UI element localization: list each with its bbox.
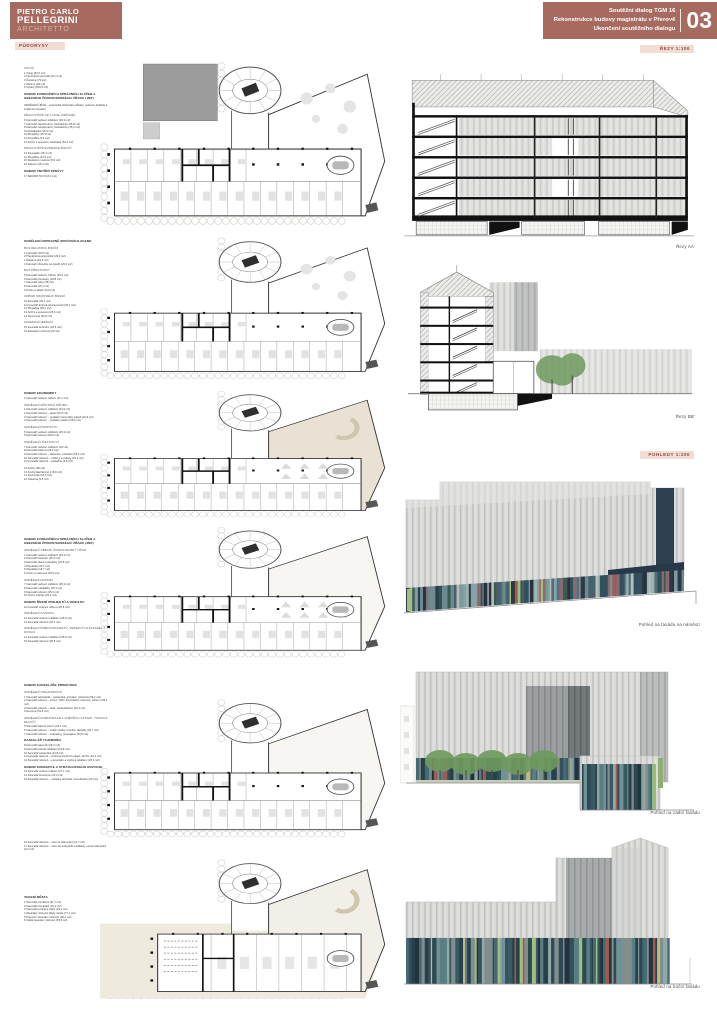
legend-line: 2 Kancelář referent – daně (29,3 m2)	[24, 412, 69, 415]
legend-line: 2 Přepážková pracoviště (29,3 m2)	[24, 255, 66, 259]
project-title-line2: Rekonstrukce budovy magistrátu v Přerově	[553, 16, 676, 23]
legend-group-title: ODBOR EVIDENČNÍCH SPRÁVNÍCH SLUŽEB A OBECNÍHO ŽIVNOSTENSKÉHO ÚŘADU (3NP)	[24, 537, 96, 545]
legend-group-title: ODDĚLENÍ MÍSTNÍCH PŘÍJMŮ	[24, 402, 68, 407]
legend-line: 6 Kancelář přestupky (29,8 m2)	[24, 277, 62, 281]
legend-line: 8 Kancelář zaměstnanci, fotokabinky (45,3 m2)	[24, 126, 81, 130]
legend-line: 12 Kancelář vedoucí oddělení (25,8 m2)	[24, 617, 72, 621]
facade-front-svg	[400, 470, 700, 620]
legend-group-title: ZASEDACÍ/JEDNACÍ	[24, 320, 54, 325]
legend-line: 13 Kancelář vedoucí odboru (27,1 m2)	[24, 770, 70, 774]
legend-line: 16 Zázemí (25,3 m2)	[24, 163, 49, 167]
legend-line: 2 Kancelář referent – právní, řidiči, konzultační místnost, zázemí (49,4 m2)	[24, 699, 108, 706]
legend-line: 6 Kancelář referent (28,9 m2)	[24, 434, 60, 438]
legend-line: 4 Kancelář referent – poplatky ostatní (29,9 m2)	[24, 419, 81, 423]
legend-line: 8 Kancelář účtárna (25,9 m2)	[24, 449, 59, 453]
legend-line: 3 Kancelář referent – poplatky komunální odpad (22,9 m2)	[24, 415, 94, 419]
legend-group-title: ODDĚLENÍ MATRIKY	[24, 577, 54, 582]
architect-name-line1: PIETRO CARLO	[17, 7, 80, 16]
legend-group-title: ODBOR ŘÍZENÍ PROJEKTŮ A INVESTIC	[24, 599, 85, 604]
floor-plan-svg	[96, 522, 396, 660]
legend-line: 10 Kancelář (29,1 m2)	[24, 300, 51, 304]
legend-line: 6 Kancelář referent – vnější vztahy, kronika, oficiality (26,7 m2)	[24, 729, 99, 733]
legend-line: 16 Zasedací místnost (29 m2)	[24, 329, 60, 333]
legend-line: 14 Servrovna (26,6 m2)	[24, 314, 53, 318]
floor-plan-svg	[96, 694, 396, 840]
section-bb-caption: Řezy BB'	[675, 414, 695, 419]
legend-line: 12 Kancelář referent – personální a mzdové oddělení (28,1 m2)	[24, 758, 100, 762]
legend-group-title: ODDĚLENÍ DOPRAVNĚ SPRÁVNÍCH AGEND	[24, 239, 92, 243]
legend-group-title: BUS REGISTRU ŘIDIČŮ	[24, 245, 59, 250]
project-title-line1: Soutěžní dialog TGM 16	[608, 7, 676, 14]
legend-line: 7 Kancelář vedoucí oddělení (29 m2)	[24, 445, 69, 449]
legend-line: 7 Kancelář referent – marketing, propagace (53,8 m2)	[24, 732, 89, 736]
legend-group-title: ODBOR VNITŘNÍ SPRÁVY	[24, 168, 64, 173]
legend-line: 6 Velká zasedací místnost (53,5 m2)	[24, 919, 68, 923]
legend-line: 5 Kancelář vedoucí odboru (25,3 m2)	[24, 274, 69, 278]
section-aa-svg	[400, 66, 696, 242]
legend-line: 7 Kancelář vedoucí oddělení (25,3 m2)	[24, 583, 71, 587]
floor-plan-3	[96, 386, 396, 520]
legend-line: 14 Kancelář koncepce (22,3 m2)	[24, 774, 63, 778]
legend-line: 9 Kancelář referent (25,3 m2)	[24, 590, 60, 594]
legend-line: 4 Zasedací místnost Rady města (77,1 m2)	[24, 911, 76, 915]
floor-plan-1	[96, 56, 396, 228]
tag-sections: ŘEZY 1:100	[640, 45, 694, 53]
legend-group-title: ODBOR EVIDENČNÍCH SPRÁVNÍCH SLUŽEB A OBECNÍHO ŽIVNOSTENSKÉHO ÚŘADU (1NP)	[24, 91, 96, 100]
facade-front-drawing	[400, 470, 700, 620]
legend-line: 9 Fotokabinka (16,5 m2)	[24, 129, 54, 133]
legend-line: 11 Kancelář referent – ochrana osobních údajů / archiv (22,3 m2)	[24, 755, 102, 759]
legend-line: 1 Kancelář vedoucí odboru (21,1 m2)	[24, 396, 69, 400]
architect-name-line2: PELLEGRINI	[17, 15, 79, 27]
legend-group-title: PRACOVIŠTĚ OP A CD/E (OBČANÉ)	[24, 113, 76, 118]
legend-line: 1 Kancelář primátora (31,7 m2)	[24, 900, 62, 904]
legend-line: 2 Kancelář náměstků (31,4 m2)	[24, 904, 62, 908]
section-bb-drawing	[400, 262, 696, 416]
legend-line: 7 Kancelář spisy (38 m2)	[24, 281, 54, 285]
floor-plan-6	[96, 854, 396, 1002]
legend-line: 5 Kancelář vedoucí oddělení (25,3 m2)	[24, 430, 71, 434]
legend-group-title: BUS PŘESTUPKŮ	[24, 268, 50, 273]
legend-line: 5 Výtahy (103,5 m2)	[24, 86, 49, 90]
facade-side-caption: Pohled na boční fasádu	[650, 984, 700, 989]
project-title-line3: Ukončení soutěžního dialogu	[593, 26, 676, 33]
tag-plans: PŮDORYSY	[15, 42, 65, 50]
legend-line: 12 Přepážka (29,1 m2)	[24, 307, 52, 311]
legend-group-title: PRACOVIŠTĚ EVIDENCE ŘIDIČŮ	[24, 146, 72, 151]
legend-line: 10 Kancelář referent – účtárny a výkazy (26,4 m2)	[24, 456, 84, 460]
legend-line: 11 Kancelář referent – pokladna (9,8 m2)	[24, 460, 73, 464]
legend-line: 10 Archiv matriky (26,2 m2)	[24, 594, 57, 598]
legend-line: 4 Hovorna (53,8 m2)	[24, 710, 49, 714]
facade-rear-svg	[400, 646, 700, 811]
tag-views: POHLEDY 1:200	[640, 451, 694, 459]
legend-line: 16 Kancelář referent – územní plánování (21,7 m2)	[24, 841, 85, 844]
floor-plan-svg	[96, 232, 396, 382]
legend-line: 15 Zkušební místnost (8,9 m2)	[24, 159, 61, 163]
legend-group-title: ODBOR KRIZOVÉHO ŘÍZENÍ	[24, 294, 65, 299]
floor-plan-svg	[96, 386, 396, 520]
panel-number: 03	[680, 9, 712, 32]
legend-line: 1 Kancelář vedoucí oddělení (25,3 m2)	[24, 553, 71, 557]
project-header	[543, 2, 717, 39]
legend-line: 1 Vstup (52,6 m2)	[24, 71, 46, 75]
facade-side-svg	[400, 828, 696, 988]
legend-line: 7 Kancelář zaměstnanci, fotokabinky (65,8 m2)	[24, 122, 81, 126]
legend-line: 9 Kancelář právník oddělení (24,8 m2)	[24, 747, 70, 751]
legend-line: 15 Kancelář kontrolní (22,6 m2)	[24, 325, 62, 329]
legend-block-6	[24, 838, 108, 852]
legend-line: 17 SENIOR TAXI (15,3 m2)	[24, 174, 57, 178]
legend-group-title: ODBOR KONCEPCE A STRATEGICKÉHO ROZVOJE	[24, 764, 103, 769]
legend-line: 11 Přepážka (9,9 m2)	[24, 137, 50, 141]
facade-rear-drawing	[400, 646, 700, 811]
legend-line: 4 Zázemí (29 m2)	[24, 82, 46, 86]
floor-plan-2	[96, 232, 396, 382]
floor-plan-svg	[96, 56, 396, 228]
legend-line: 14 Kuchyňka (18,9 m2)	[24, 474, 52, 478]
legend-line: 5 Kancelář tisková mluvčí (25,4 m2)	[24, 725, 67, 729]
legend-line: 17 Kancelář referent – územně analytické podklady, expert plánování (9,3 m2)	[24, 844, 107, 852]
legend-line: 8 Kancelář tajemník (26,3 m2)	[24, 744, 60, 748]
legend-line: 11 Kancelář krizové připravenosti (25,1 m2)	[24, 303, 76, 307]
project-title	[554, 7, 681, 34]
legend-line: 14 Kancelář vedoucí oddělení (25,8 m2)	[24, 636, 72, 640]
legend-line: 3 Čekárna (73 m2)	[24, 79, 47, 83]
legend-group-title: VEDENÍ MĚSTA	[24, 895, 48, 899]
legend-line: 14 Přepážka (13,9 m2)	[24, 155, 52, 159]
legend-line: 5 Přepážka (18,7 m2)	[24, 568, 50, 572]
legend-group-title: ODDĚLENÍ ORGANIZAČNÍ	[24, 689, 62, 694]
legend-line: 12 Archiv (28 m2)	[24, 466, 46, 470]
legend-line: ODDĚLENÍ ÚŘAD – pracoviště občanské průkazy, cestovní doklady a evidence obyvatel	[24, 103, 108, 111]
section-aa-drawing	[400, 66, 696, 242]
legend-line: 8 Kancelář matrikářky (25,3 m2)	[24, 586, 63, 590]
legend-line: 6 Kancelář vedoucí oddělení (26,3 m2)	[24, 118, 71, 122]
legend-group-title: ODDĚLENÍ ROZPOČTU	[24, 424, 58, 429]
floor-plan-4	[96, 522, 396, 660]
legend-group-title: ODBOR KANCELÁŘE PRIMÁTORA	[24, 683, 78, 687]
floor-plan-svg	[96, 854, 396, 1002]
legend-line: 3 Kancelář obecní přepážky (25,8 m2)	[24, 560, 70, 564]
legend-line: 15 Kancelář referent (25,8 m2)	[24, 639, 61, 643]
legend-line: 15 Kancelář referent – městský architekt / koordinátor (26 m2)	[24, 777, 98, 781]
legend-line: 3 Kancelář uvolněný radní (22,2 m2)	[24, 908, 68, 912]
legend-line: 9 Archiv a sklad (13,9 m2)	[24, 288, 56, 292]
facade-front-caption: Pohled na fasádu na náměstí	[638, 622, 700, 627]
legend-line: 15 Čekárna (9,5 m2)	[24, 477, 49, 481]
legend-line: 2 Informační kancelář (22,1 m2)	[24, 75, 63, 79]
legend-line: 13 Kuchyňka/zázemí 2 (8,9 m2)	[24, 470, 62, 474]
legend-group-title: ODDĚLENÍ ÚČETNICTVÍ	[24, 439, 59, 444]
legend-line: 3 Čekárna (53,8 m2)	[24, 259, 49, 262]
legend-group-title: ODDĚLENÍ ŘÍZENÍ PROJEKTŮ, VEŘEJNÝCH ZAKÁZEK A DOTACÍ	[24, 626, 106, 635]
legend-line: 1 Kancelář (49,8 m2)	[24, 251, 50, 255]
legend-group-title: KANCELÁŘ TAJEMNÍKA	[24, 738, 62, 743]
facade-side-drawing	[400, 828, 696, 988]
legend-line: 9 Kancelář referent – fakturace, pokladní (65,2 m2)	[24, 453, 85, 457]
legend-group-title: ODDĚLENÍ OBECNÍ ŽIVNOSTENSKÝ ÚŘAD	[24, 547, 87, 552]
legend-line: 5 Pracovní zasedací místnost (28,4 m2)	[24, 915, 72, 919]
legend-group-title: VSTUP	[24, 66, 35, 70]
legend-line: 13 Archiv a spisovna (26,6 m2)	[24, 310, 61, 314]
legend-group-title: ODDĚLENÍ KOMUNIKACE A VNĚJŠÍCH VZTAHŮ, TISKOVÁ MLUVČÍ	[24, 715, 108, 724]
legend-line: 4 Přepážka (19,3 m2)	[24, 564, 50, 568]
architect-name-line3: ARCHITETTO	[17, 26, 70, 34]
facade-rear-caption: Pohled na zadní fasádu	[650, 810, 700, 815]
legend-line: 10 Přepážky (15,3 m2)	[24, 133, 52, 137]
section-bb-svg	[400, 262, 696, 416]
legend-group-title: ODDĚLENÍ INVESTIC	[24, 611, 55, 616]
section-aa-caption: Řezy AA'	[676, 244, 695, 249]
legend-line: 3 Kancelář referent – rada, zastupitelstvo (22,4 m2)	[24, 706, 86, 710]
floor-plan-5	[96, 694, 396, 840]
legend-line: 1 Kancelář sekretariát – asistentka, primátor, náměstci (56,2 m2)	[24, 695, 101, 699]
architect-header	[10, 2, 122, 39]
legend-line: 8 Kancelář (26,1 m2)	[24, 284, 50, 288]
legend-line: 13 Kancelář referent (22,5 m2)	[24, 620, 61, 624]
legend-line: 10 Kancelář asistentka (21,8 m2)	[24, 751, 64, 755]
legend-group-title: ODBOR EKONOMIKY	[24, 391, 57, 395]
legend-line: 2 Kancelář kontrolor (25,3 m2)	[24, 557, 61, 561]
legend-line: 4 Komisaři (zkoušky, komisaři) (29,3 m2)	[24, 262, 73, 266]
legend-line: 6 Archiv a spisovna (18,5 m2)	[24, 571, 60, 575]
legend-line: 11 Kancelář vedoucí odboru (25,8 m2)	[24, 605, 70, 609]
legend-line: 13 Kanceláře (26,3 m2)	[24, 152, 53, 156]
legend-line: 12 Archiv a spisovna, kartotéka (54,3 m2)	[24, 140, 74, 144]
legend-line: 1 Kancelář vedoucí oddělení (22,6 m2)	[24, 408, 71, 412]
